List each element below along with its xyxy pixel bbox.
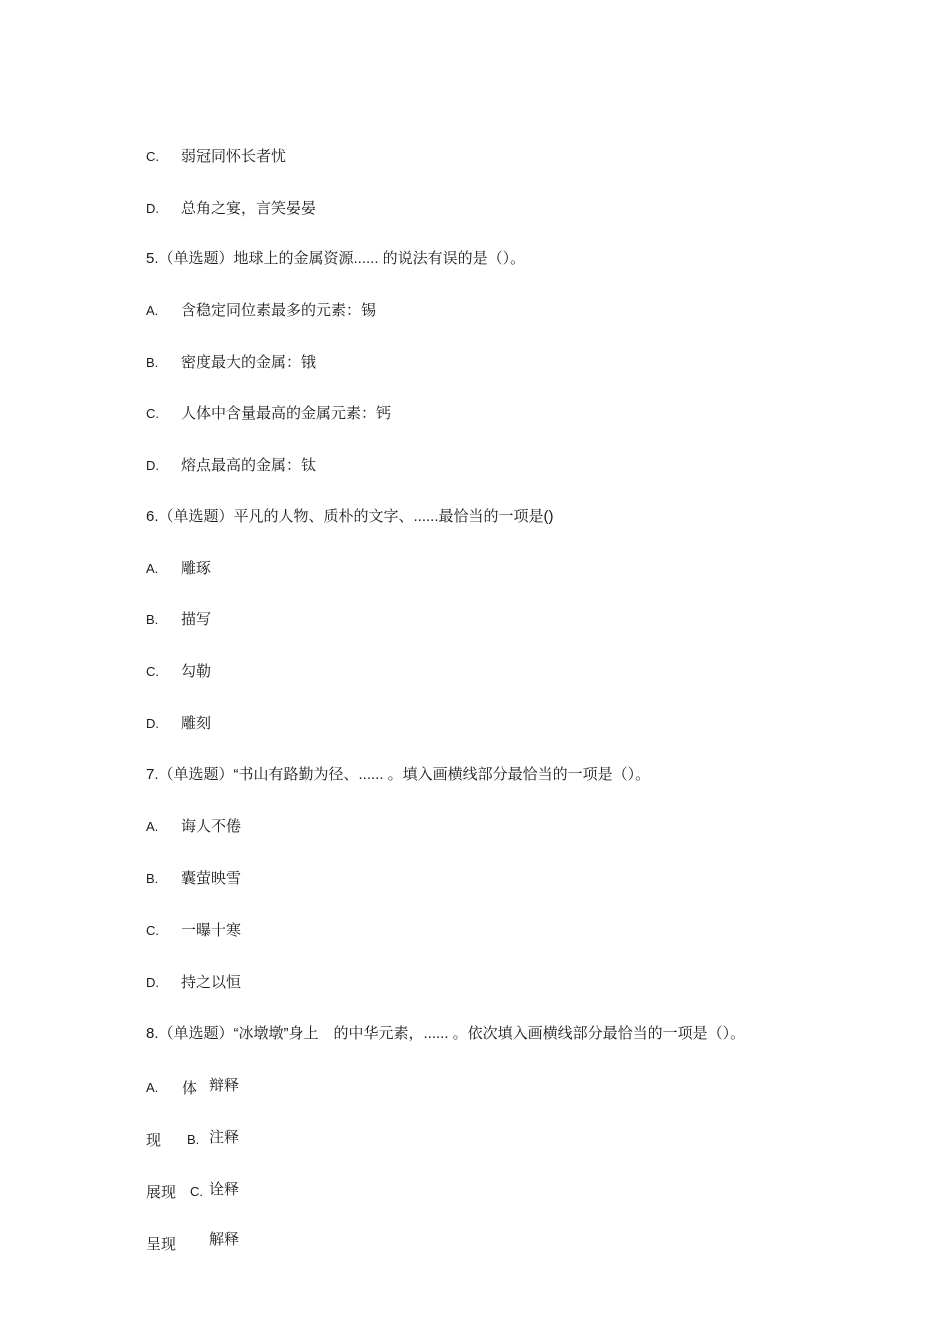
option-text-right: 解释 [209,1230,240,1248]
option-letter: D. [146,458,159,473]
option-text: 描写 [181,610,212,628]
list-item [146,403,391,424]
option-letter: A. [146,561,159,576]
option-text: 诲人不倦 [181,817,242,835]
option-letter: C. [146,664,159,679]
option-letter: C. [146,406,159,421]
list-item [146,146,286,167]
option-text: 囊萤映雪 [181,869,242,887]
option-text: 弱冠同怀长者忧 [181,147,287,165]
option-text: 熔点最高的金属：钛 [181,456,317,474]
option-letter: B. [146,612,159,627]
option-text-right: 诠释 [209,1180,240,1198]
option-letter: C. [146,923,159,938]
option-text: 持之以恒 [181,973,242,991]
option-letter: A. [146,303,159,318]
option-letter: B. [187,1132,200,1147]
option-text: 勾勒 [181,662,212,680]
list-item [146,558,211,579]
option-letter: C. [190,1184,203,1199]
option-text: 一曝十寒 [181,921,242,939]
question-stem: 7.（单选题）“书山有路勤为径、...... 。填入画横线部分最恰当的一项是（）。 [146,766,651,783]
option-text-left: 展现 [146,1183,177,1201]
option-text-right: 辩释 [209,1076,240,1094]
option-text: 总角之宴，言笑晏晏 [181,199,317,217]
list-item [146,713,211,734]
option-text-left: 现 [146,1131,162,1149]
option-text: 密度最大的金属：锇 [181,353,317,371]
list-item [146,300,376,321]
option-text-left: 呈现 [146,1235,177,1253]
option-letter: D. [146,975,159,990]
question-stem: 5.（单选题）地球上的金属资源...... 的说法有误的是（）。 [146,250,526,267]
option-letter: D. [146,201,159,216]
list-item [146,198,316,219]
question-stem: 8.（单选题）“冰墩墩”身上 的中华元素，...... 。依次填入画横线部分最恰当的一项是（）。 [146,1025,746,1042]
list-item [146,920,241,941]
list-item [146,352,316,373]
option-text: 雕琢 [181,559,212,577]
list-item [146,661,211,682]
question-stem: 6.（单选题）平凡的人物、质朴的文字、......最恰当的一项是() [146,508,554,525]
option-text: 人体中含量最高的金属元素：钙 [181,404,392,422]
option-letter: C. [146,149,159,164]
option-letter: A. [146,819,159,834]
list-item [146,455,316,476]
option-letter: A. [146,1080,159,1095]
list-item [146,609,211,630]
option-letter: B. [146,355,159,370]
list-item [146,816,241,837]
option-text: 含稳定同位素最多的元素：锡 [181,301,377,319]
list-item [146,972,241,993]
option-letter: D. [146,716,159,731]
option-text-left: 体 [182,1079,198,1097]
option-text: 雕刻 [181,714,212,732]
option-letter: B. [146,871,159,886]
option-text-right: 注释 [209,1128,240,1146]
list-item [146,868,241,889]
